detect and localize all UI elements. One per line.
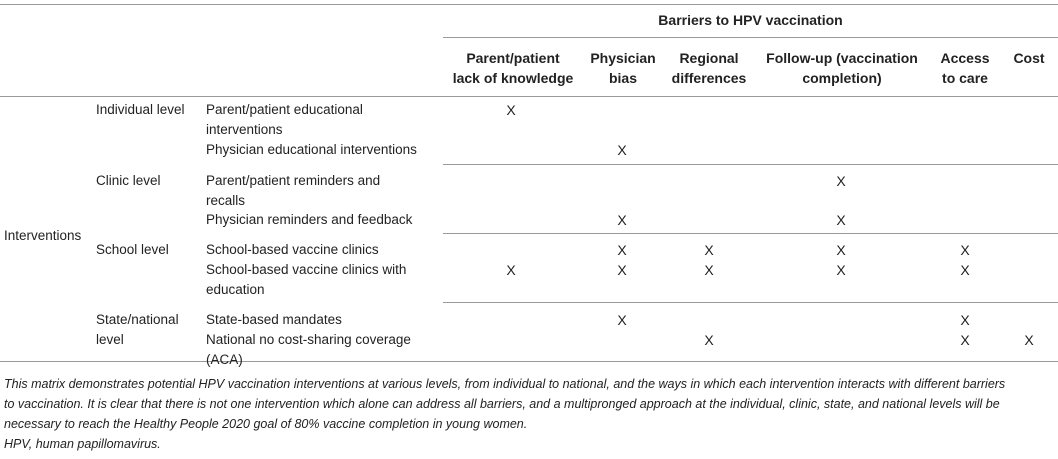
col-header-line: to care (942, 70, 988, 86)
level-divider-2 (443, 233, 1058, 234)
intervention-cell: State-based mandates (206, 312, 342, 327)
mark-cell: X (836, 173, 846, 189)
col-header-line: bias (608, 70, 637, 86)
mark-cell: X (704, 242, 714, 258)
header-bottom-rule (0, 96, 1058, 97)
mark-cell: X (506, 262, 516, 278)
col-header-line: Cost (1013, 50, 1045, 66)
col-header-knowledge (443, 48, 583, 88)
intervention-line: interventions (206, 122, 283, 137)
group-header-rule (443, 37, 1058, 38)
intervention-line: Parent/patient educational (206, 102, 363, 117)
mark-cell: X (617, 262, 627, 278)
col-header-line: lack of knowledge (452, 70, 574, 86)
level-label-individual: Individual level (96, 102, 185, 117)
col-header-line: Regional (679, 50, 739, 66)
mark-cell: X (960, 312, 970, 328)
col-header-regional (664, 48, 754, 88)
intervention-line: National no cost-sharing coverage (206, 332, 411, 347)
mark-cell: X (960, 242, 970, 258)
intervention-line: recalls (206, 193, 246, 208)
intervention-cell (206, 171, 380, 211)
table-top-rule (0, 4, 1058, 5)
col-header-line: Follow-up (vaccination (766, 50, 918, 66)
intervention-cell: Physician educational interventions (206, 142, 417, 157)
intervention-cell (206, 260, 406, 300)
footnote-line: This matrix demonstrates potential HPV vaccination interventions at various levels, from individual to national, and the ways in which each intervention interacts with different barriers (4, 377, 1006, 391)
level-divider-1 (443, 164, 1058, 165)
col-header-physician-bias (581, 48, 665, 88)
intervention-line: (ACA) (206, 352, 243, 367)
mark-cell: X (704, 332, 714, 348)
level-label-line: level (96, 332, 124, 347)
mark-cell: X (617, 142, 627, 158)
row-group-label: Interventions (4, 228, 82, 243)
mark-cell: X (836, 262, 846, 278)
col-header-follow-up (758, 48, 926, 88)
col-header-line: differences (671, 70, 747, 86)
footnote-abbreviation: HPV, human papillomavirus. (4, 437, 161, 451)
intervention-cell (206, 330, 411, 370)
mark-cell: X (836, 212, 846, 228)
intervention-line: School-based vaccine clinics with (206, 262, 407, 277)
table-bottom-rule (0, 361, 1058, 362)
mark-cell: X (960, 332, 970, 348)
mark-cell: X (617, 212, 627, 228)
col-header-line: completion) (802, 70, 882, 86)
level-label-line: State/national (96, 312, 179, 327)
col-header-line: Physician (590, 50, 656, 66)
intervention-cell: Physician reminders and feedback (206, 212, 413, 227)
col-header-line: Parent/patient (466, 50, 560, 66)
intervention-cell (206, 100, 363, 140)
footnote-line: to vaccination. It is clear that there is not one intervention which alone can address all barriers, and a multipronged approach at the individual, clinic, state, and national levels will be (4, 397, 1000, 411)
mark-cell: X (704, 262, 714, 278)
mark-cell: X (617, 312, 627, 328)
intervention-line: Parent/patient reminders and (206, 173, 381, 188)
intervention-cell: School-based vaccine clinics (206, 242, 379, 257)
mark-cell: X (960, 262, 970, 278)
mark-cell: X (836, 242, 846, 258)
footnote-line: necessary to reach the Healthy People 2020 goal of 80% vaccine completion in young women. (4, 417, 528, 431)
level-label-clinic: Clinic level (96, 173, 161, 188)
col-header-line: Access (940, 50, 990, 66)
col-header-cost (1004, 48, 1054, 68)
level-label-state (96, 310, 179, 350)
intervention-line: education (206, 282, 265, 297)
level-label-school: School level (96, 242, 169, 257)
col-header-access (930, 48, 1000, 88)
barriers-group-header: Barriers to HPV vaccination (658, 12, 843, 28)
level-divider-3 (443, 302, 1058, 303)
mark-cell: X (1024, 332, 1034, 348)
mark-cell: X (506, 102, 516, 118)
mark-cell: X (617, 242, 627, 258)
